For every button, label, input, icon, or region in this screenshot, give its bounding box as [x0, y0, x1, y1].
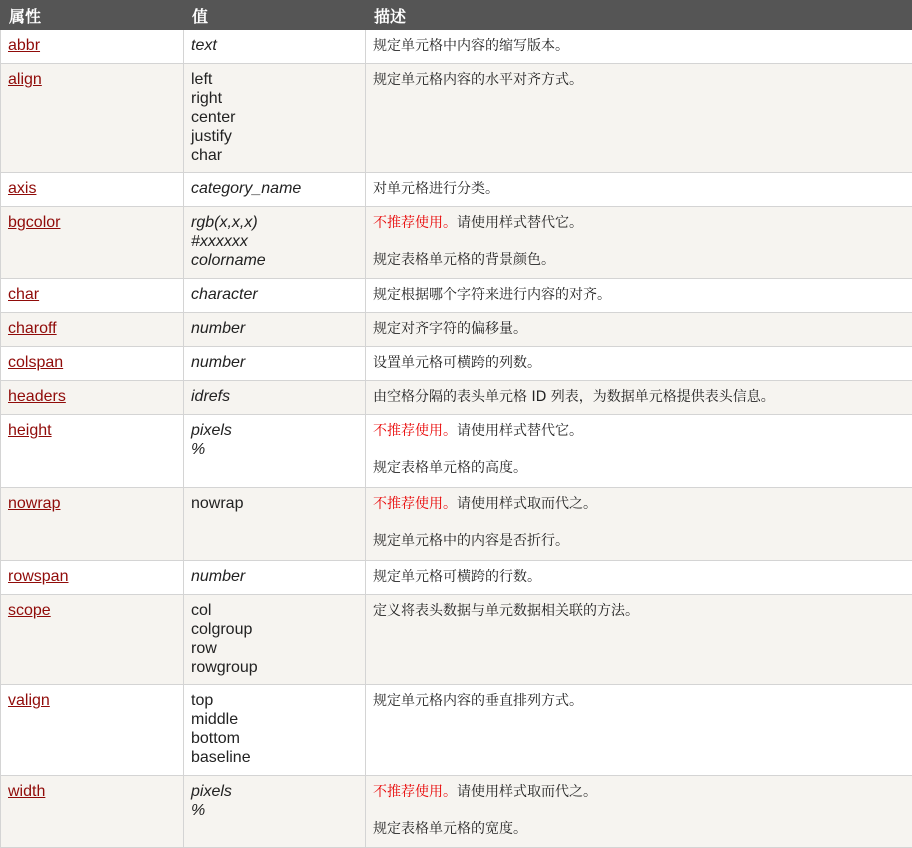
- deprecated-warning: 不推荐使用。: [373, 423, 457, 439]
- description-cell: [366, 347, 912, 381]
- description-cell: [366, 64, 912, 173]
- value-option: rgb(x,x,x): [191, 214, 258, 231]
- table-row: [1, 381, 912, 415]
- value-option: pixels: [191, 422, 232, 439]
- value-option: nowrap: [191, 495, 244, 512]
- value-option: left: [191, 71, 213, 88]
- table-row: [1, 561, 912, 595]
- value-option: idrefs: [191, 388, 231, 405]
- value-cell: [184, 561, 366, 595]
- value-cell: [184, 173, 366, 207]
- value-option: %: [191, 441, 206, 458]
- attribute-cell: [1, 207, 184, 279]
- description-cell: [366, 595, 912, 685]
- attribute-cell: [1, 173, 184, 207]
- description-text: 由空格分隔的表头单元格 ID 列表，为数据单元格提供表头信息。: [373, 389, 775, 405]
- table-row: [1, 347, 912, 381]
- value-cell: [184, 381, 366, 415]
- value-option: #xxxxxx: [191, 233, 248, 250]
- value-option: row: [191, 640, 217, 657]
- attribute-link-height[interactable]: height: [8, 422, 52, 439]
- value-cell: [184, 347, 366, 381]
- description-text: 设置单元格可横跨的列数。: [373, 355, 541, 371]
- value-option: number: [191, 354, 246, 371]
- value-cell: [184, 279, 366, 313]
- value-option: colorname: [191, 252, 266, 269]
- value-option: justify: [191, 128, 232, 145]
- value-option: text: [191, 37, 217, 54]
- attribute-cell: [1, 313, 184, 347]
- description-cell: [366, 279, 912, 313]
- attribute-link-char[interactable]: char: [8, 286, 40, 303]
- value-cell: [184, 488, 366, 561]
- attribute-cell: [1, 30, 184, 64]
- value-option: rowgroup: [191, 659, 258, 676]
- value-cell: [184, 313, 366, 347]
- value-option: bottom: [191, 730, 240, 747]
- value-option: center: [191, 109, 236, 126]
- description-text: 规定单元格内容的水平对齐方式。: [373, 72, 583, 88]
- attribute-link-scope[interactable]: scope: [8, 602, 51, 619]
- attribute-link-nowrap[interactable]: nowrap: [8, 495, 61, 512]
- value-option: right: [191, 90, 223, 107]
- description-text: 对单元格进行分类。: [373, 181, 499, 197]
- attribute-cell: [1, 595, 184, 685]
- attribute-link-width[interactable]: width: [8, 783, 46, 800]
- table-row: [1, 279, 912, 313]
- attribute-cell: [1, 415, 184, 488]
- description-text: 不推荐使用。请使用样式取而代之。: [373, 784, 597, 800]
- value-option: %: [191, 802, 206, 819]
- table-row: [1, 30, 912, 64]
- table-body: [1, 30, 912, 848]
- description-text: 规定表格单元格的高度。: [373, 460, 527, 476]
- table-row: [1, 776, 912, 848]
- description-text: 规定单元格可横跨的行数。: [373, 569, 541, 585]
- attribute-link-axis[interactable]: axis: [8, 180, 37, 197]
- attribute-cell: [1, 381, 184, 415]
- attribute-link-rowspan[interactable]: rowspan: [8, 568, 69, 585]
- value-option: number: [191, 568, 246, 585]
- attribute-link-align[interactable]: align: [8, 71, 42, 88]
- value-option: char: [191, 147, 223, 164]
- header-attribute: 属性: [1, 1, 184, 30]
- attribute-link-charoff[interactable]: charoff: [8, 320, 57, 337]
- description-text: 规定对齐字符的偏移量。: [373, 321, 527, 337]
- value-cell: [184, 30, 366, 64]
- description-cell: [366, 488, 912, 561]
- description-text: 规定表格单元格的宽度。: [373, 821, 527, 837]
- table-header: [1, 1, 912, 30]
- description-cell: [366, 561, 912, 595]
- value-option: middle: [191, 711, 239, 728]
- attribute-link-colspan[interactable]: colspan: [8, 354, 64, 371]
- description-cell: [366, 30, 912, 64]
- deprecated-warning: 不推荐使用。: [373, 784, 457, 800]
- table-row: [1, 173, 912, 207]
- value-option: col: [191, 602, 212, 619]
- attribute-cell: [1, 347, 184, 381]
- attribute-cell: [1, 685, 184, 776]
- deprecated-warning: 不推荐使用。: [373, 496, 457, 512]
- attribute-cell: [1, 279, 184, 313]
- value-cell: [184, 64, 366, 173]
- description-text: 规定单元格内容的垂直排列方式。: [373, 693, 583, 709]
- description-cell: [366, 776, 912, 848]
- value-cell: [184, 595, 366, 685]
- description-text: 不推荐使用。请使用样式取而代之。: [373, 496, 597, 512]
- description-cell: [366, 685, 912, 776]
- deprecated-warning: 不推荐使用。: [373, 215, 457, 231]
- value-option: character: [191, 286, 258, 303]
- table-row: [1, 488, 912, 561]
- description-text: 不推荐使用。请使用样式替代它。: [373, 215, 583, 231]
- table-row: [1, 207, 912, 279]
- table-row: [1, 313, 912, 347]
- attribute-link-headers[interactable]: headers: [8, 388, 66, 405]
- table-row: [1, 685, 912, 776]
- header-description: 描述: [366, 1, 912, 30]
- value-cell: [184, 685, 366, 776]
- value-cell: [184, 776, 366, 848]
- description-cell: [366, 207, 912, 279]
- attribute-link-bgcolor[interactable]: bgcolor: [8, 214, 61, 231]
- table-row: [1, 64, 912, 173]
- attribute-cell: [1, 488, 184, 561]
- value-option: baseline: [191, 749, 251, 766]
- value-option: category_name: [191, 180, 302, 197]
- table-row: [1, 415, 912, 488]
- description-text: 不推荐使用。请使用样式替代它。: [373, 423, 583, 439]
- value-cell: [184, 207, 366, 279]
- attribute-link-valign[interactable]: valign: [8, 692, 50, 709]
- attribute-cell: [1, 64, 184, 173]
- value-option: top: [191, 692, 214, 709]
- value-cell: [184, 415, 366, 488]
- description-text: 定义将表头数据与单元数据相关联的方法。: [373, 603, 639, 619]
- header-value: 值: [184, 1, 366, 30]
- attribute-cell: [1, 561, 184, 595]
- description-cell: [366, 173, 912, 207]
- attribute-cell: [1, 776, 184, 848]
- value-option: number: [191, 320, 246, 337]
- description-text: 规定表格单元格的背景颜色。: [373, 252, 555, 268]
- attribute-link-abbr[interactable]: abbr: [8, 37, 41, 54]
- description-cell: [366, 381, 912, 415]
- value-option: pixels: [191, 783, 232, 800]
- description-text: 规定根据哪个字符来进行内容的对齐。: [373, 287, 611, 303]
- value-option: colgroup: [191, 621, 253, 638]
- table-row: [1, 595, 912, 685]
- description-cell: [366, 313, 912, 347]
- description-text: 规定单元格中内容的缩写版本。: [373, 38, 569, 54]
- header-row: [1, 1, 912, 30]
- description-text: 规定单元格中的内容是否折行。: [373, 533, 569, 549]
- description-cell: [366, 415, 912, 488]
